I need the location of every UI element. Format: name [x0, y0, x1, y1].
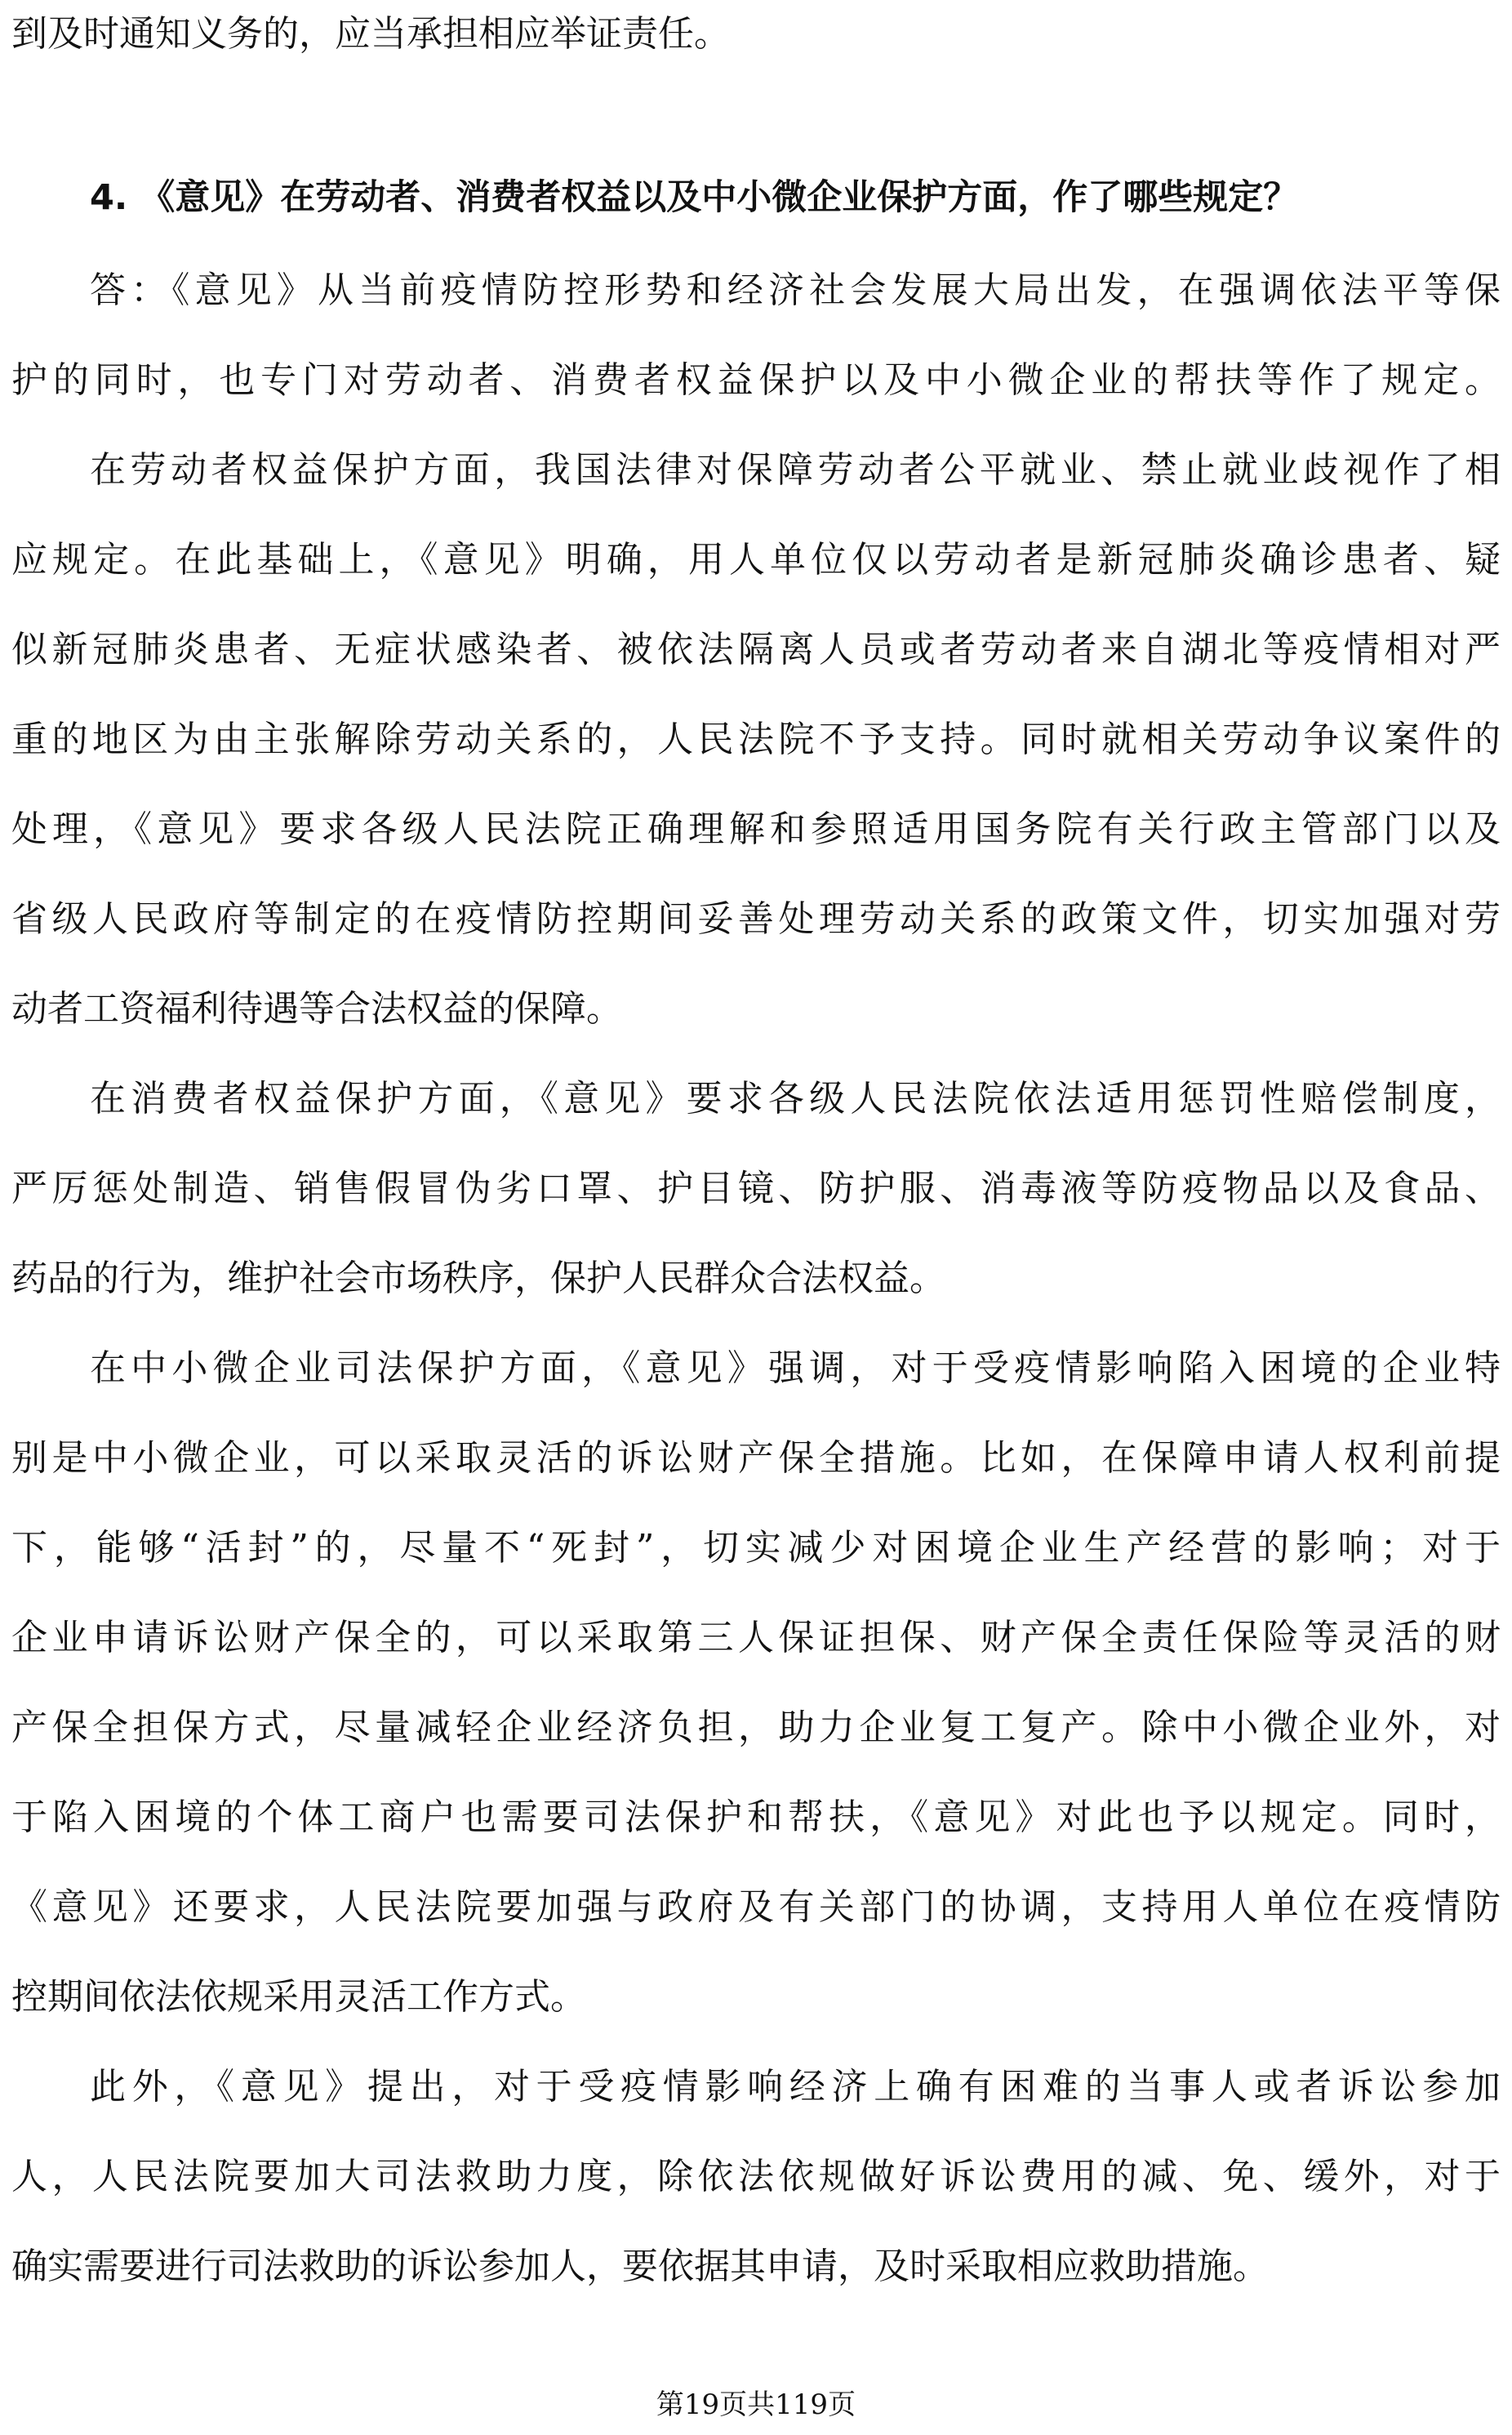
paragraph-line: 下，能够“活封”的，尽量不“死封”，切实减少对困境企业生产经营的影响；对于 — [11, 1527, 1501, 1569]
paragraph-line: 人，人民法院要加大司法救助力度，除依法依规做好诉讼费用的减、免、缓外，对于 — [11, 2156, 1501, 2197]
paragraph-line: 处理，《意见》要求各级人民法院正确理解和参照适用国务院有关行政主管部门以及 — [11, 808, 1501, 850]
paragraph-line: 似新冠肺炎患者、无症状感染者、被依法隔离人员或者劳动者来自湖北等疫情相对严 — [11, 629, 1501, 670]
paragraph-line: 在消费者权益保护方面，《意见》要求各级人民法院依法适用惩罚性赔偿制度， — [90, 1078, 1501, 1120]
page-number-label: 第19页共119页 — [656, 2388, 856, 2421]
paragraph-line: 控期间依法依规采用灵活工作方式。 — [11, 1976, 586, 2018]
paragraph-line: 于陷入困境的个体工商户也需要司法保护和帮扶，《意见》对此也予以规定。同时， — [11, 1796, 1501, 1838]
paragraph-line: 确实需要进行司法救助的诉讼参加人，要依据其申请，及时采取相应救助措施。 — [11, 2246, 1269, 2287]
paragraph-line: 重的地区为由主张解除劳动关系的，人民法院不予支持。同时就相关劳动争议案件的 — [11, 719, 1501, 760]
paragraph-line: 应规定。在此基础上，《意见》明确，用人单位仅以劳动者是新冠肺炎确诊患者、疑 — [11, 539, 1501, 581]
paragraph-line: 药品的行为，维护社会市场秩序，保护人民群众合法权益。 — [11, 1258, 945, 1299]
paragraph-line: 到及时通知义务的，应当承担相应举证责任。 — [11, 13, 730, 55]
paragraph-line: 别是中小微企业，可以采取灵活的诉讼财产保全措施。比如，在保障申请人权利前提 — [11, 1437, 1501, 1479]
paragraph-line: 此外，《意见》提出，对于受疫情影响经济上确有困难的当事人或者诉讼参加 — [90, 2066, 1501, 2108]
paragraph-line: 严厉惩处制造、销售假冒伪劣口罩、护目镜、防护服、消毒液等防疫物品以及食品、 — [11, 1168, 1501, 1209]
page-footer — [0, 2380, 1512, 2429]
paragraph-line: 《意见》还要求，人民法院要加强与政府及有关部门的协调，支持用人单位在疫情防 — [11, 1886, 1501, 1928]
paragraph-line: 在劳动者权益保护方面，我国法律对保障劳动者公平就业、禁止就业歧视作了相 — [90, 449, 1501, 491]
document-page — [11, 0, 1501, 2435]
paragraph-line: 在中小微企业司法保护方面，《意见》强调，对于受疫情影响陷入困境的企业特 — [90, 1347, 1501, 1389]
paragraph-line: 护的同时，也专门对劳动者、消费者权益保护以及中小微企业的帮扶等作了规定。 — [11, 359, 1501, 401]
question-heading: 4. 《意见》在劳动者、消费者权益以及中小微企业保护方面，作了哪些规定？ — [90, 177, 1299, 218]
paragraph-line: 答：《意见》从当前疫情防控形势和经济社会发展大局出发，在强调依法平等保 — [90, 269, 1501, 311]
paragraph-line: 动者工资福利待遇等合法权益的保障。 — [11, 988, 622, 1030]
paragraph-line: 省级人民政府等制定的在疫情防控期间妥善处理劳动关系的政策文件，切实加强对劳 — [11, 898, 1501, 940]
paragraph-line: 企业申请诉讼财产保全的，可以采取第三人保证担保、财产保全责任保险等灵活的财 — [11, 1617, 1501, 1658]
paragraph-line: 产保全担保方式，尽量减轻企业经济负担，助力企业复工复产。除中小微企业外，对 — [11, 1707, 1501, 1748]
